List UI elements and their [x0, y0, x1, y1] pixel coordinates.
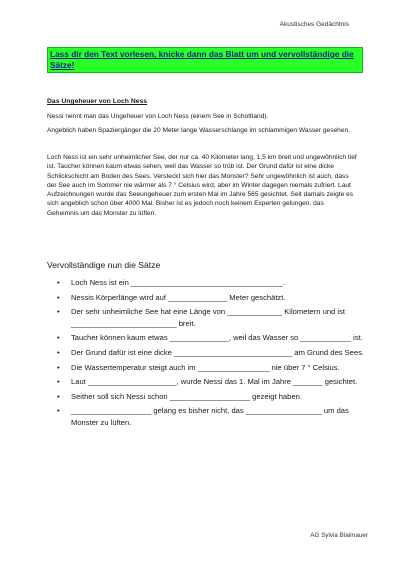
list-item [47, 391, 367, 403]
bullet-icon: • [57, 278, 60, 287]
list-item [47, 277, 367, 289]
list-item [47, 347, 367, 359]
sentence-text: Der Grund dafür ist eine dicke ____________________________ am Grund des Sees. [71, 347, 364, 357]
bullet-icon: • [57, 391, 60, 401]
bullet-icon: • [57, 333, 60, 343]
bullet-icon: • [57, 377, 60, 387]
list-item [47, 292, 367, 304]
story-title: Das Ungeheuer von Loch Ness [47, 98, 148, 105]
instruction-banner: Lass dir den Text vorlesen, knicke dann das Blatt um und vervollständige die Sätze! [47, 47, 363, 73]
list-item [47, 306, 367, 329]
bullet-icon: • [57, 347, 60, 357]
story-paragraph: Angeblich haben Spaziergänger die 20 Meter lange Wasserschlange im schlammigen Wasser gesehen. [47, 127, 350, 134]
sentence-text: ___________________ gelang es bisher nicht, das __________________ um das Monster zu lüften. [71, 406, 349, 427]
sentence-text: Nessis Körperlänge wird auf ______________ Meter geschätzt. [71, 292, 286, 302]
sentence-text: Loch Ness ist ein ____________________________________. [71, 278, 286, 287]
story-paragraph: Loch Ness ist ein sehr unheimlicher See, der nur ca. 40 Kilometer lang, 1,5 km breit und ungewöhnlich tief ist. Taucher können kaum etwas sehen, weil das Wasser so trüb ist. Der Grund dafür ist eine dicke Schlickschicht am Boden des Sees. Versteckt sich hier das Monster? Sehr ungewöhnlich ist auch, dass der See auch im Sommer nie wärmer als 7 ° Celsius wird, aber im Winter dagegen niemals zufriert. Laut Aufzeichnungen wurde das Seeungeheuer zum ersten Mal im Jahre 565 gesichtet. Seit damals zeigte es sich angeblich schon über 4000 Mal. Bisher ist es jedoch noch keinem Experten gelungen, das Geheimnis um das Monster zu lüften. [47, 154, 357, 217]
story-paragraph: Nessi nennt man das Ungeheuer von Loch Ness (einem See in Schottland). [47, 113, 269, 120]
bullet-icon: • [57, 307, 60, 317]
sentence-text: Seither soll sich Nessi schon ___________________ gezeigt haben. [71, 391, 302, 401]
sentence-text: Laut _____________________, wurde Nessi das 1. Mal im Jahre _______ gesichtet. [71, 377, 358, 387]
footer-author: AG Sylvia Blaimauer [310, 532, 368, 539]
header-subject: Akustisches Gedächtnis [279, 21, 349, 28]
list-item [47, 376, 367, 388]
bullet-icon: • [57, 292, 60, 302]
bullet-icon: • [57, 406, 60, 416]
bullet-icon: • [57, 362, 60, 372]
list-item [47, 332, 367, 344]
sentence-text: Die Wassertemperatur steigt auch im _________________ nie über 7 ° Celsius. [71, 362, 340, 372]
sentence-text: Taucher können kaum etwas ______________, weil das Wasser so ____________ ist. [71, 333, 363, 343]
sentence-text: Der sehr unheimliche See hat eine Länge von _____________ Kilometern und ist _________________________ breit. [71, 307, 345, 328]
task-heading: Vervollständige nun die Sätze [47, 260, 161, 270]
list-item [47, 362, 367, 374]
sentence-list [47, 277, 367, 432]
list-item [47, 405, 367, 428]
